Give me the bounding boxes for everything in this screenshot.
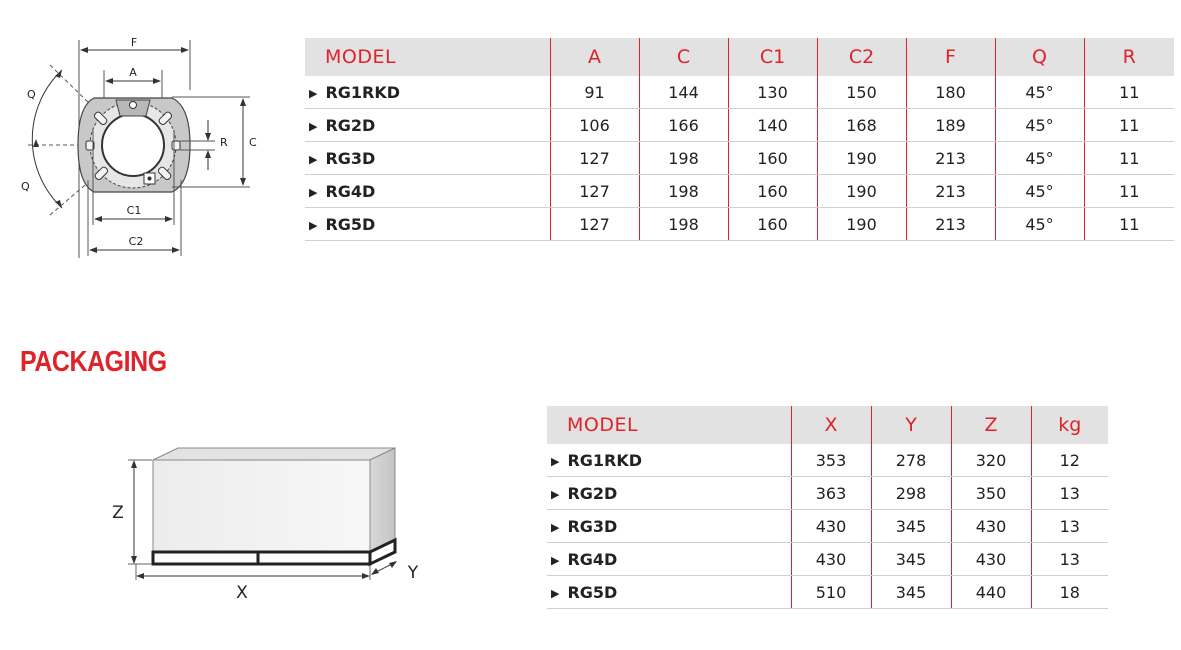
model-name: RG5D bbox=[325, 214, 376, 234]
model-name: RG5D bbox=[567, 582, 618, 602]
cell: 11 bbox=[1084, 76, 1174, 109]
cell: 13 bbox=[1031, 510, 1108, 543]
label-z: Z bbox=[112, 503, 124, 523]
label-c2: C2 bbox=[128, 235, 144, 248]
cell: 45° bbox=[995, 175, 1084, 208]
cell: 11 bbox=[1084, 109, 1174, 142]
cell: 13 bbox=[1031, 477, 1108, 510]
triangle-bullet-icon: ▶ bbox=[551, 454, 560, 468]
cell: 106 bbox=[550, 109, 639, 142]
label-c1: C1 bbox=[126, 204, 142, 217]
cell: 363 bbox=[791, 477, 871, 510]
col-kg: kg bbox=[1031, 406, 1108, 444]
cell: 127 bbox=[550, 142, 639, 175]
box-diagram bbox=[100, 440, 440, 610]
cell: 198 bbox=[639, 175, 728, 208]
cell: 430 bbox=[951, 510, 1031, 543]
cell: 440 bbox=[951, 576, 1031, 609]
triangle-bullet-icon: ▶ bbox=[551, 520, 560, 534]
cell: 18 bbox=[1031, 576, 1108, 609]
cell: 320 bbox=[951, 444, 1031, 477]
flange-diagram bbox=[0, 30, 290, 265]
triangle-bullet-icon: ▶ bbox=[551, 553, 560, 567]
table-row bbox=[547, 543, 1108, 576]
cell: 190 bbox=[817, 142, 906, 175]
triangle-bullet-icon: ▶ bbox=[309, 86, 318, 100]
cell: 45° bbox=[995, 208, 1084, 241]
model-name: RG4D bbox=[567, 549, 618, 569]
col-c2: C2 bbox=[817, 38, 906, 76]
table-row bbox=[305, 142, 1174, 175]
cell: 430 bbox=[791, 510, 871, 543]
col-x: X bbox=[791, 406, 871, 444]
col-c1: C1 bbox=[728, 38, 817, 76]
model-name: RG2D bbox=[567, 483, 618, 503]
cell: 13 bbox=[1031, 543, 1108, 576]
table-row bbox=[547, 510, 1108, 543]
col-c: C bbox=[639, 38, 728, 76]
col-f: F bbox=[906, 38, 995, 76]
col-q: Q bbox=[995, 38, 1084, 76]
label-r: R bbox=[220, 136, 228, 149]
cell: 180 bbox=[906, 76, 995, 109]
triangle-bullet-icon: ▶ bbox=[309, 119, 318, 133]
triangle-bullet-icon: ▶ bbox=[309, 185, 318, 199]
model-name: RG3D bbox=[567, 516, 618, 536]
label-q-top: Q bbox=[27, 88, 36, 101]
dimensions-header-row bbox=[305, 38, 1174, 76]
cell: 190 bbox=[817, 175, 906, 208]
table-row bbox=[547, 576, 1108, 609]
packaging-header-row bbox=[547, 406, 1108, 444]
table-row bbox=[305, 76, 1174, 109]
dimensions-table bbox=[305, 38, 1174, 241]
col-model: MODEL bbox=[547, 406, 791, 444]
table-row bbox=[547, 477, 1108, 510]
cell: 12 bbox=[1031, 444, 1108, 477]
table-row bbox=[305, 109, 1174, 142]
cell: 150 bbox=[817, 76, 906, 109]
packaging-table bbox=[547, 406, 1108, 609]
cell: 11 bbox=[1084, 142, 1174, 175]
cell: 45° bbox=[995, 76, 1084, 109]
packaging-title: PACKAGING bbox=[20, 346, 167, 378]
cell: 168 bbox=[817, 109, 906, 142]
label-c: C bbox=[249, 136, 257, 149]
col-a: A bbox=[550, 38, 639, 76]
cell: 11 bbox=[1084, 208, 1174, 241]
cell: 127 bbox=[550, 175, 639, 208]
cell: 213 bbox=[906, 175, 995, 208]
cell: 160 bbox=[728, 208, 817, 241]
cell: 345 bbox=[871, 543, 951, 576]
cell: 144 bbox=[639, 76, 728, 109]
cell: 198 bbox=[639, 142, 728, 175]
cell: 11 bbox=[1084, 175, 1174, 208]
cell: 130 bbox=[728, 76, 817, 109]
col-y: Y bbox=[871, 406, 951, 444]
model-name: RG1RKD bbox=[567, 450, 643, 470]
col-r: R bbox=[1084, 38, 1174, 76]
model-name: RG1RKD bbox=[325, 82, 401, 102]
cell: 345 bbox=[871, 576, 951, 609]
table-row bbox=[305, 175, 1174, 208]
label-f: F bbox=[130, 36, 138, 49]
triangle-bullet-icon: ▶ bbox=[309, 152, 318, 166]
label-a: A bbox=[129, 66, 137, 79]
cell: 189 bbox=[906, 109, 995, 142]
table-row bbox=[305, 208, 1174, 241]
cell: 160 bbox=[728, 175, 817, 208]
cell: 190 bbox=[817, 208, 906, 241]
cell: 430 bbox=[951, 543, 1031, 576]
cell: 213 bbox=[906, 142, 995, 175]
label-y: Y bbox=[407, 563, 419, 583]
label-x: X bbox=[236, 583, 248, 603]
triangle-bullet-icon: ▶ bbox=[551, 586, 560, 600]
label-q-bottom: Q bbox=[21, 180, 30, 193]
triangle-bullet-icon: ▶ bbox=[309, 218, 318, 232]
cell: 510 bbox=[791, 576, 871, 609]
cell: 430 bbox=[791, 543, 871, 576]
cell: 298 bbox=[871, 477, 951, 510]
model-name: RG3D bbox=[325, 148, 376, 168]
cell: 166 bbox=[639, 109, 728, 142]
cell: 91 bbox=[550, 76, 639, 109]
model-name: RG4D bbox=[325, 181, 376, 201]
col-z: Z bbox=[951, 406, 1031, 444]
cell: 45° bbox=[995, 142, 1084, 175]
triangle-bullet-icon: ▶ bbox=[551, 487, 560, 501]
table-row bbox=[547, 444, 1108, 477]
cell: 278 bbox=[871, 444, 951, 477]
model-name: RG2D bbox=[325, 115, 376, 135]
cell: 213 bbox=[906, 208, 995, 241]
cell: 198 bbox=[639, 208, 728, 241]
cell: 140 bbox=[728, 109, 817, 142]
cell: 45° bbox=[995, 109, 1084, 142]
cell: 350 bbox=[951, 477, 1031, 510]
cell: 345 bbox=[871, 510, 951, 543]
cell: 127 bbox=[550, 208, 639, 241]
col-model: MODEL bbox=[305, 38, 550, 76]
cell: 353 bbox=[791, 444, 871, 477]
cell: 160 bbox=[728, 142, 817, 175]
